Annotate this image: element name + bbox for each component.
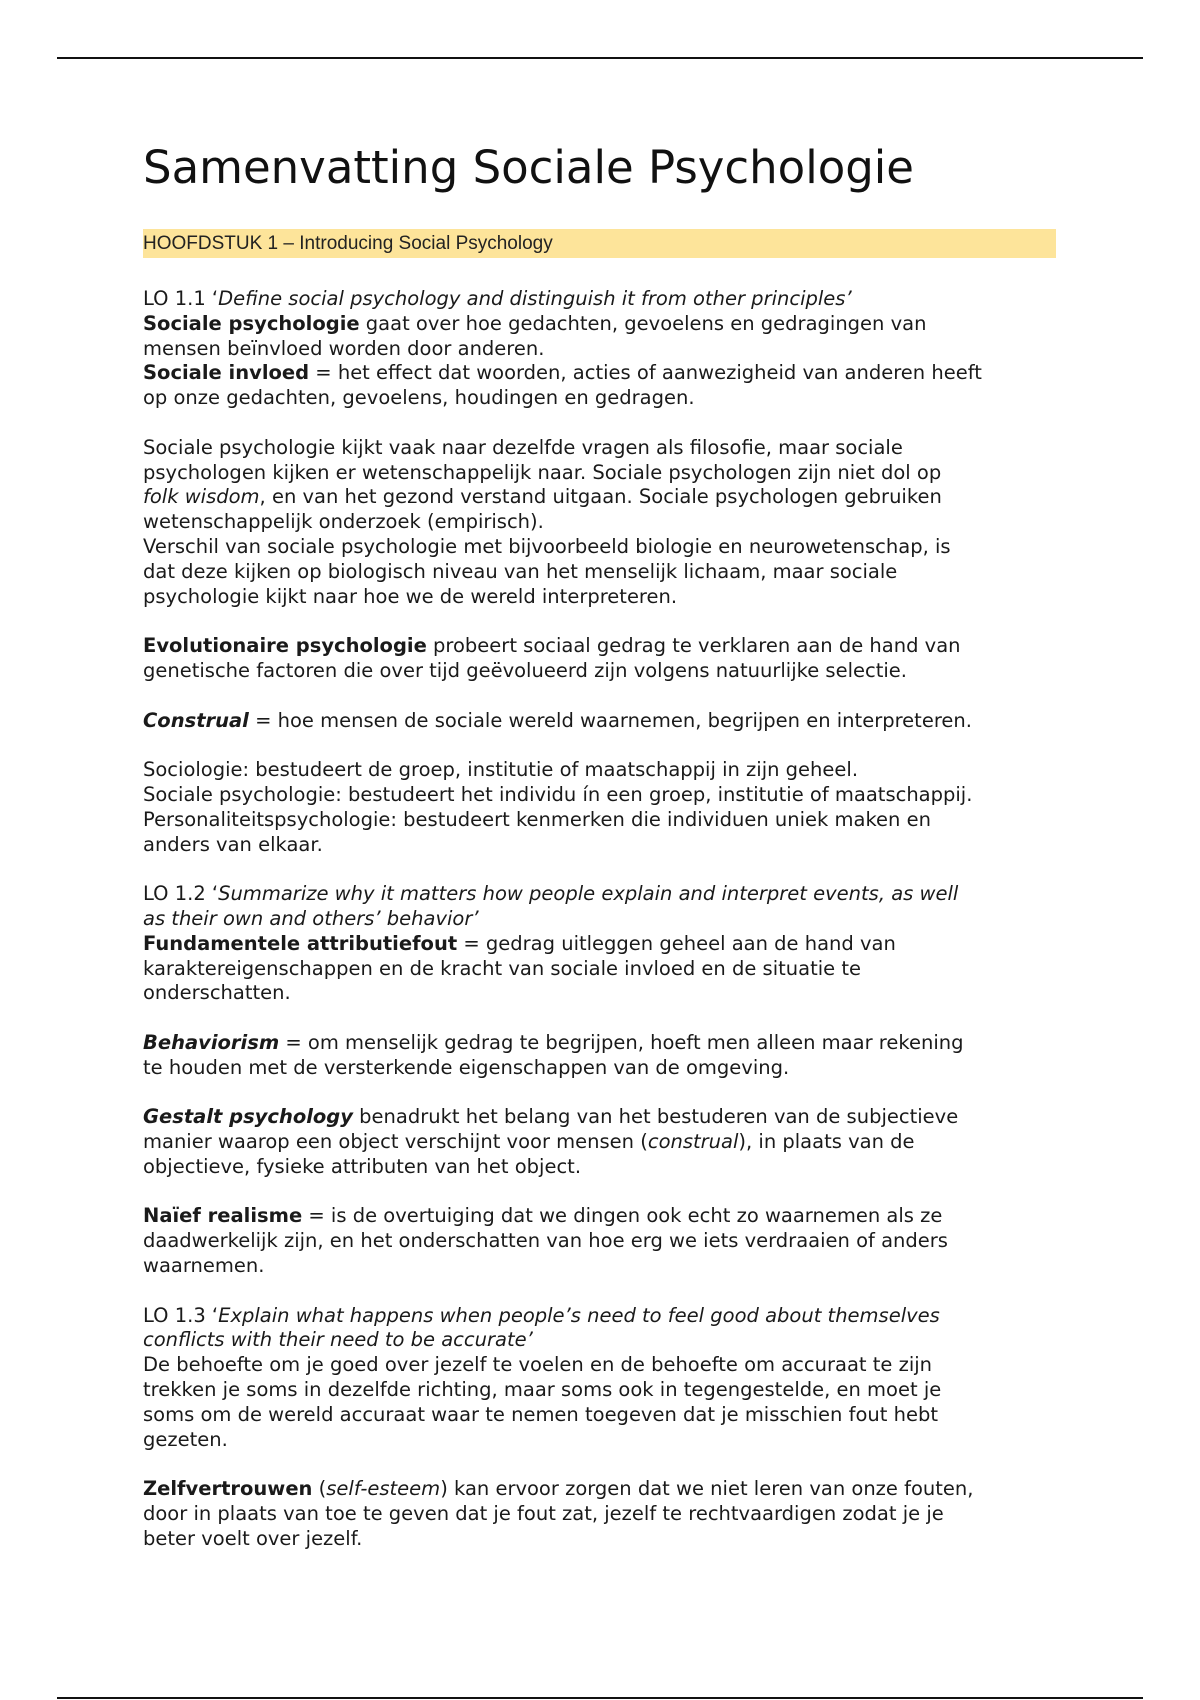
paragraph-line: gezeten.: [143, 1427, 228, 1451]
lo-number: LO 1.3 ‘: [143, 1303, 219, 1327]
paragraph-line: Sociale psychologie kijkt vaak naar dezelfde vragen als filosofie, maar sociale: [143, 435, 903, 459]
learning-objective-1: [143, 287, 1058, 312]
paragraph-line: Fundamentele attributiefout = gedrag uitleggen geheel aan de hand van: [143, 931, 896, 955]
term-behaviorism: Behaviorism: [143, 1030, 280, 1054]
paragraph-line: Sociale psychologie gaat over hoe gedachten, gevoelens en gedragingen van: [143, 311, 927, 335]
paragraph-line: objectieve, fysieke attributen van het object.: [143, 1154, 582, 1178]
paragraph-line: soms om de wereld accuraat waar te nemen toegeven dat je misschien fout hebt: [143, 1402, 938, 1426]
paragraph-line: Construal = hoe mensen de sociale wereld waarnemen, begrijpen en interpreteren.: [143, 708, 972, 732]
term-gestalt-psychology: Gestalt psychology: [143, 1105, 353, 1129]
term-evolutionaire-psychologie: Evolutionaire psychologie: [143, 634, 427, 658]
paragraph-line: waarnemen.: [143, 1254, 265, 1278]
document-title: Samenvatting Sociale Psychologie: [143, 141, 914, 194]
paragraph-line: mensen beïnvloed worden door anderen.: [143, 336, 545, 360]
top-rule: [57, 57, 1143, 59]
paragraph-line: trekken je soms in dezelfde richting, maar soms ook in tegengestelde, en moet je: [143, 1378, 942, 1402]
paragraph-line: genetische factoren die over tijd geëvolueerd zijn volgens natuurlijke selectie.: [143, 658, 907, 682]
lo-text: Summarize why it matters how people explain and interpret events, as well: [218, 882, 959, 906]
paragraph-line: Gestalt psychology benadrukt het belang van het bestuderen van de subjectieve: [143, 1105, 959, 1129]
paragraph-line: dat deze kijken op biologisch niveau van het menselijk lichaam, maar sociale: [143, 559, 898, 583]
paragraph-line: psychologen kijken er wetenschappelijk naar. Sociale psychologen zijn niet dol op: [143, 460, 942, 484]
term-zelfvertrouwen: Zelfvertrouwen: [143, 1477, 313, 1501]
paragraph-line: Personaliteitspsychologie: bestudeert kenmerken die individuen uniek maken en: [143, 807, 931, 831]
term-sociale-psychologie: Sociale psychologie: [143, 311, 360, 335]
lo-number: LO 1.2 ‘: [143, 882, 219, 906]
paragraph-line: te houden met de versterkende eigenschappen van de omgeving.: [143, 1055, 790, 1079]
paragraph-line: door in plaats van toe te geven dat je fout zat, jezelf te rechtvaardigen zodat je je: [143, 1502, 944, 1526]
lo-text: Explain what happens when people’s need to feel good about themselves: [218, 1303, 940, 1327]
paragraph-line: psychologie kijkt naar hoe we de wereld interpreteren.: [143, 584, 678, 608]
learning-objective-2: [143, 882, 1058, 907]
paragraph-line: op onze gedachten, gevoelens, houdingen en gedragen.: [143, 386, 695, 410]
paragraph-line: Evolutionaire psychologie probeert sociaal gedrag te verklaren aan de hand van: [143, 634, 961, 658]
paragraph-line: as their own and others’ behavior’: [143, 906, 479, 930]
paragraph-line: Behaviorism = om menselijk gedrag te begrijpen, hoeft men alleen maar rekening: [143, 1030, 964, 1054]
paragraph-line: folk wisdom, en van het gezond verstand uitgaan. Sociale psychologen gebruiken: [143, 485, 942, 509]
paragraph-line: onderschatten.: [143, 981, 291, 1005]
paragraph-line: Sociale invloed = het effect dat woorden, acties of aanwezigheid van anderen heeft: [143, 361, 982, 385]
paragraph-line: daadwerkelijk zijn, en het onderschatten van hoe erg we iets verdraaien of anders: [143, 1229, 948, 1253]
paragraph-line: conflicts with their need to be accurate’: [143, 1328, 533, 1352]
paragraph-line: manier waarop een object verschijnt voor mensen (construal), in plaats van de: [143, 1130, 915, 1154]
paragraph-line: Zelfvertrouwen (self-esteem) kan ervoor zorgen dat we niet leren van onze fouten,: [143, 1477, 974, 1501]
paragraph-line: Naïef realisme = is de overtuiging dat we dingen ook echt zo waarnemen als ze: [143, 1204, 943, 1228]
paragraph-line: beter voelt over jezelf.: [143, 1526, 363, 1550]
lo-number: LO 1.1 ‘: [143, 287, 219, 310]
paragraph-line: karaktereigenschappen en de kracht van sociale invloed en de situatie te: [143, 956, 861, 980]
chapter-heading: HOOFDSTUK 1 – Introducing Social Psychology: [143, 229, 1056, 258]
paragraph-line: De behoefte om je goed over jezelf te voelen en de behoefte om accuraat te zijn: [143, 1353, 933, 1377]
paragraph-line: Verschil van sociale psychologie met bijvoorbeeld biologie en neurowetenschap, is: [143, 534, 951, 558]
document-body: [143, 287, 1058, 1552]
bottom-rule: [57, 1697, 1143, 1699]
paragraph-line: wetenschappelijk onderzoek (empirisch).: [143, 510, 544, 534]
term-fundamentele-attributiefout: Fundamentele attributiefout: [143, 931, 458, 955]
term-construal: Construal: [143, 708, 249, 732]
term-sociale-invloed: Sociale invloed: [143, 361, 310, 385]
term-naief-realisme: Naïef realisme: [143, 1204, 303, 1228]
paragraph-line: Sociologie: bestudeert de groep, institutie of maatschappij in zijn geheel.: [143, 758, 859, 782]
learning-objective-3: [143, 1304, 1058, 1329]
lo-text: Define social psychology and distinguish it from other principles’: [218, 287, 852, 310]
paragraph-line: anders van elkaar.: [143, 832, 323, 856]
paragraph-line: Sociale psychologie: bestudeert het individu ín een groep, institutie of maatschappij.: [143, 782, 973, 806]
